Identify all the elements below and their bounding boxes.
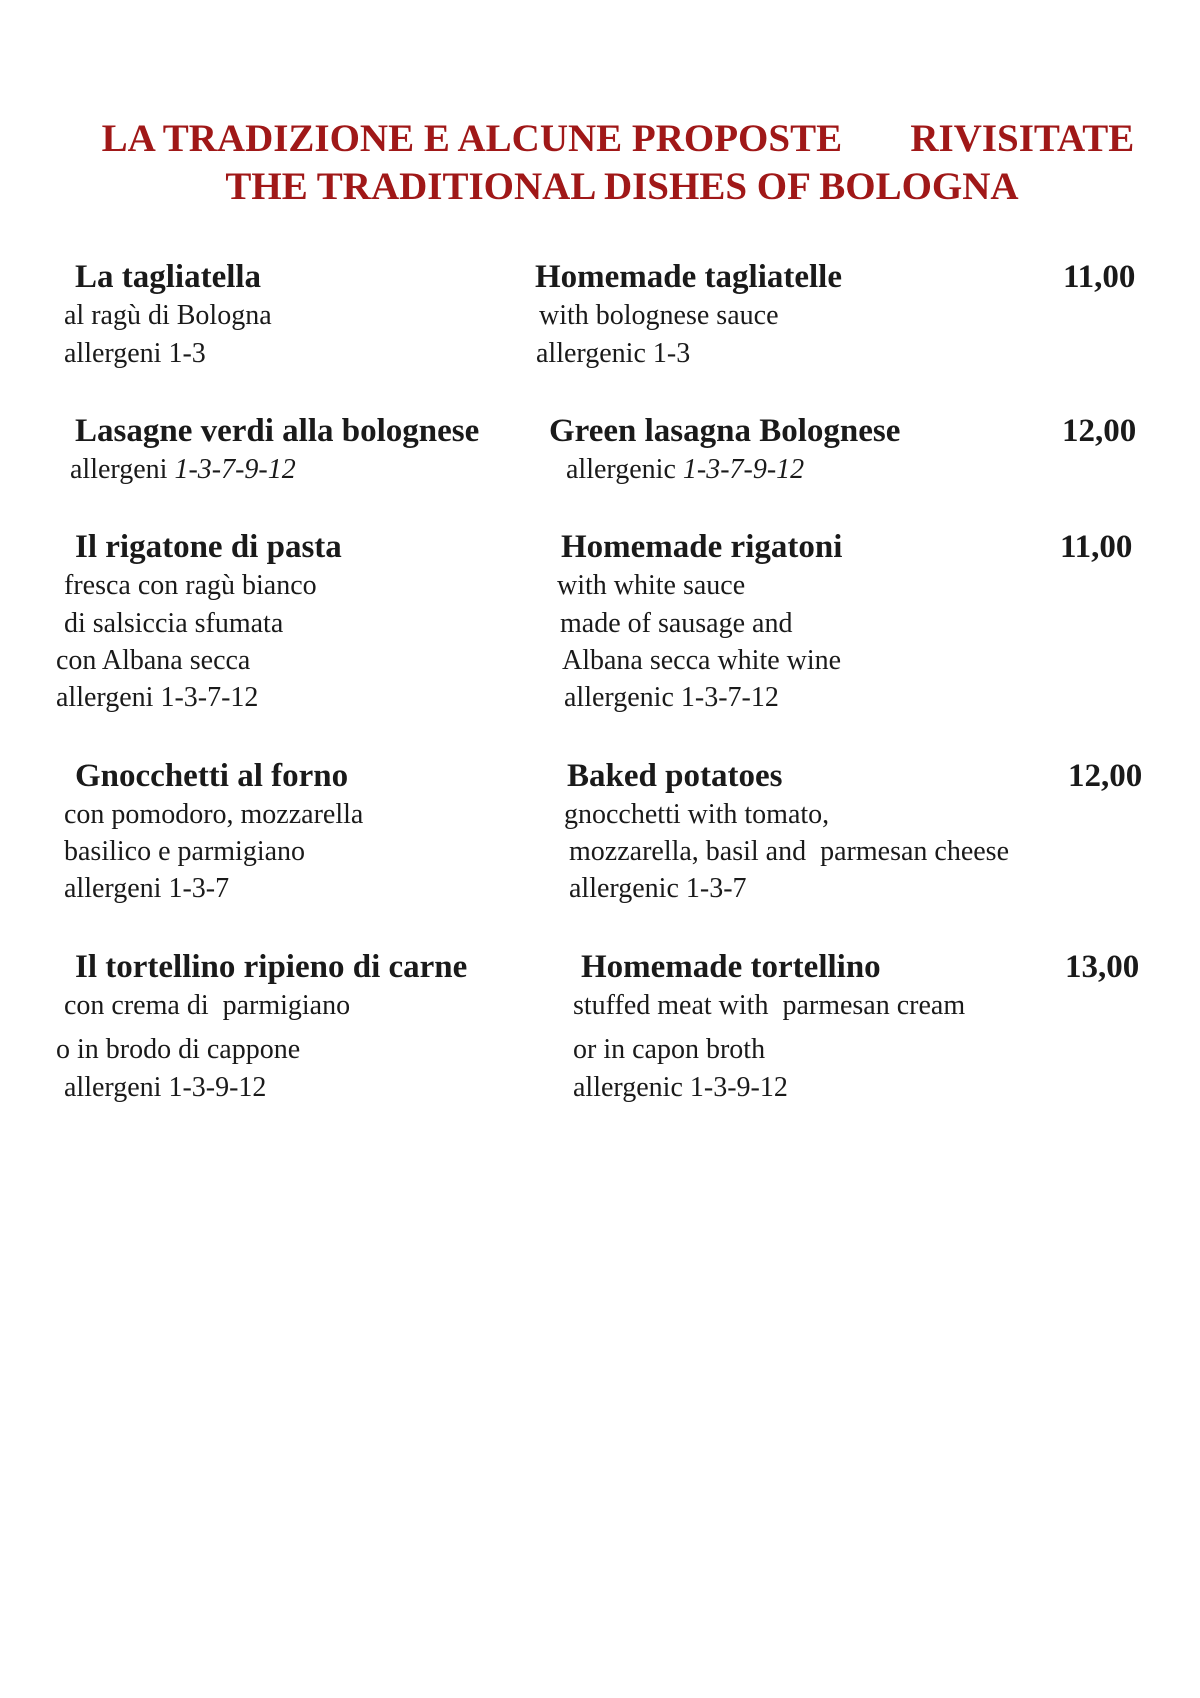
- dish-name-english: Baked potatoes: [567, 758, 783, 794]
- allergens-italian: allergeni 1-3-7-12: [56, 682, 259, 713]
- dish-description-english: gnocchetti with tomato,: [564, 799, 830, 830]
- allergens-english: [566, 452, 804, 488]
- allergens-english: allergenic 1-3-9-12: [573, 1072, 788, 1103]
- dish-description-english: or in capon broth: [573, 1034, 766, 1065]
- dish-description-italian: di salsiccia sfumata: [64, 608, 284, 639]
- dish-name-english: Homemade rigatoni: [561, 529, 843, 565]
- allergens-english: allergenic 1-3-7-12: [564, 682, 779, 713]
- dish-price: 11,00: [1063, 259, 1136, 295]
- dish-name-english: Green lasagna Bolognese: [549, 413, 901, 449]
- dish-name-english: Homemade tagliatelle: [535, 259, 842, 295]
- dish-description-italian: basilico e parmigiano: [64, 836, 306, 867]
- dish-name-italian: Il rigatone di pasta: [75, 529, 342, 565]
- dish-name-english: Homemade tortellino: [581, 949, 881, 985]
- dish-description-italian: con crema di parmigiano: [64, 990, 351, 1021]
- dish-description-italian: o in brodo di cappone: [56, 1034, 301, 1065]
- dish-price: 12,00: [1068, 758, 1143, 794]
- dish-description-italian: al ragù di Bologna: [64, 300, 272, 331]
- dish-price: 12,00: [1062, 413, 1137, 449]
- allergen-label: allergeni: [70, 454, 175, 485]
- allergen-codes: 1-3-7-9-12: [174, 454, 296, 485]
- allergen-codes: 1-3-7-9-12: [682, 454, 805, 485]
- dish-description-italian: con pomodoro, mozzarella: [64, 799, 364, 830]
- dish-name-italian: Il tortellino ripieno di carne: [75, 949, 468, 985]
- dish-description-english: stuffed meat with parmesan cream: [573, 990, 966, 1021]
- dish-description-english: with white sauce: [557, 570, 746, 601]
- allergen-label: allergenic: [566, 454, 683, 485]
- dish-description-english: made of sausage and: [560, 608, 793, 639]
- dish-description-english: mozzarella, basil and parmesan cheese: [569, 836, 1010, 867]
- page-title-italian: LA TRADIZIONE E ALCUNE PROPOSTE RIVISITATE: [101, 117, 1135, 160]
- dish-price: 13,00: [1065, 949, 1140, 985]
- allergens-italian: [70, 452, 296, 488]
- dish-description-italian: con Albana secca: [56, 645, 251, 676]
- allergens-english: allergenic 1-3-7: [569, 873, 747, 904]
- allergens-italian: allergeni 1-3: [64, 338, 206, 369]
- dish-name-italian: La tagliatella: [75, 259, 262, 295]
- allergens-italian: allergeni 1-3-9-12: [64, 1072, 267, 1103]
- dish-description-english: with bolognese sauce: [539, 300, 779, 331]
- allergens-italian: allergeni 1-3-7: [64, 873, 230, 904]
- dish-price: 11,00: [1060, 529, 1133, 565]
- dish-name-italian: Gnocchetti al forno: [75, 758, 349, 794]
- allergens-english: allergenic 1-3: [536, 338, 691, 369]
- dish-name-italian: Lasagne verdi alla bolognese: [75, 413, 480, 449]
- dish-description-italian: fresca con ragù bianco: [64, 570, 317, 601]
- page-title-english: THE TRADITIONAL DISHES OF BOLOGNA: [225, 165, 1019, 208]
- dish-description-english: Albana secca white wine: [562, 645, 842, 676]
